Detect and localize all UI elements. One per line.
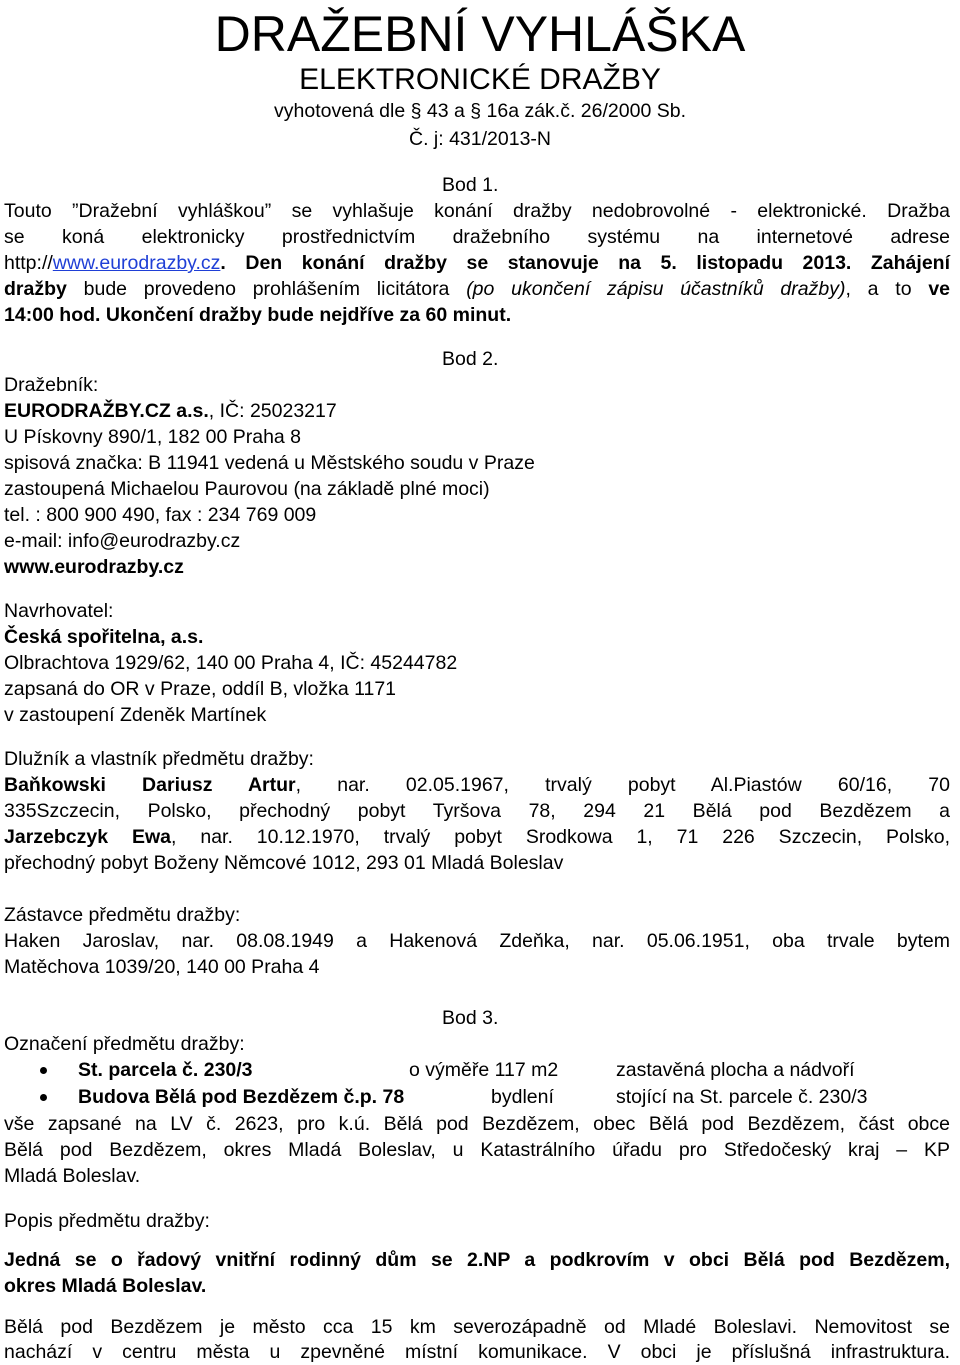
dluznik-line-2: 335Szczecin, Polsko, přechodný pobyt Tyršova 78, 294 21 Bělá pod Bezdězem a	[4, 800, 950, 822]
item-name: Budova Bělá pod Bezdězem č.p. 78	[78, 1086, 405, 1108]
list-item	[4, 1084, 950, 1110]
navrhovatel-name: Česká spořitelna, a.s.	[4, 626, 204, 648]
navrhovatel-label: Navrhovatel:	[4, 600, 114, 622]
bullet-icon	[40, 1094, 47, 1101]
drazebnik-represented: zastoupená Michaelou Paurovou (na základě plné moci)	[4, 478, 490, 500]
item-area: o výměře 117 m2	[409, 1059, 559, 1081]
popis-text-line-2: nachází v centru města u zpevněné místní komunikace. V obci je příslušná infrastruktura.	[4, 1341, 950, 1363]
drazebnik-label: Dražebník:	[4, 374, 99, 396]
bod1-line-3	[4, 250, 950, 276]
bod1-line-5: 14:00 hod. Ukončení dražby bude nejdříve za 60 minut.	[4, 304, 512, 326]
dluznik2-name: Jarzebczyk Ewa	[4, 826, 172, 848]
item-location: stojící na St. parcele č. 230/3	[616, 1086, 868, 1108]
navrhovatel-register: zapsaná do OR v Praze, oddíl B, vložka 1171	[4, 678, 397, 700]
dluznik1-details: , nar. 02.05.1967, trvalý pobyt Al.Piastów 60/16, 70	[295, 774, 950, 796]
drazebnik-web: www.eurodrazby.cz	[4, 556, 184, 578]
italic-note: (po ukončení zápisu účastníků dražby)	[466, 278, 846, 300]
list-item	[4, 1057, 950, 1083]
lv-line-3: Mladá Boleslav.	[4, 1165, 141, 1187]
dluznik2-details: , nar. 10.12.1970, trvalý pobyt Srodkowa 1, 71 226 Szczecin, Polsko,	[171, 826, 950, 848]
drazebnik-phone: tel. : 800 900 490, fax : 234 769 009	[4, 504, 317, 526]
drazebnik-company-line	[4, 398, 950, 424]
drazebnik-address: U Pískovny 890/1, 182 00 Praha 8	[4, 426, 302, 448]
dluznik-line-3	[4, 824, 950, 850]
website-link[interactable]: www.eurodrazby.cz	[52, 252, 221, 274]
drazebnik-ic: , IČ: 25023217	[208, 400, 337, 422]
navrhovatel-address: Olbrachtova 1929/62, 140 00 Praha 4, IČ: 45244782	[4, 652, 458, 674]
popis-bold-line-1: Jedná se o řadový vnitřní rodinný dům se 2.NP a podkrovím v obci Bělá pod Bezdězem,	[4, 1249, 950, 1271]
document-subtitle: ELEKTRONICKÉ DRAŽBY	[299, 63, 661, 96]
navrhovatel-representative: v zastoupení Zdeněk Martínek	[4, 704, 267, 726]
section-heading-bod2: Bod 2.	[442, 348, 499, 370]
item-name: St. parcela č. 230/3	[78, 1059, 253, 1081]
bod1-line-2: se koná elektronicky prostřednictvím dražebního systému na internetové adrese	[4, 226, 950, 248]
bold-word-ve: ve	[928, 278, 951, 300]
zastavce-label: Zástavce předmětu dražby:	[4, 904, 241, 926]
popis-bold-line-2: okres Mladá Boleslav.	[4, 1275, 207, 1297]
text-a-to: , a to	[845, 278, 929, 300]
dluznik1-name: Baňkowski Dariusz Artur	[4, 774, 296, 796]
lv-line-1: vše zapsané na LV č. 2623, pro k.ú. Bělá pod Bezdězem, obec Bělá pod Bezdězem, část obce	[4, 1113, 950, 1135]
bod1-line-4	[4, 276, 950, 302]
zastavce-line-1: Haken Jaroslav, nar. 08.08.1949 a Hakenová Zdeňka, nar. 05.06.1951, oba trvale bytem	[4, 930, 950, 952]
popis-text-line-1: Bělá pod Bezdězem je město cca 15 km severozápadně od Mladé Boleslavi. Nemovitost se	[4, 1316, 950, 1338]
lv-line-2: Bělá pod Bezdězem, okres Mladá Boleslav, u Katastrálního úřadu pro Středočeský kraj – KP	[4, 1139, 950, 1161]
bullet-icon	[40, 1067, 47, 1074]
popis-label: Popis předmětu dražby:	[4, 1210, 210, 1232]
dluznik-line-4: přechodný pobyt Boženy Němcové 1012, 293 01 Mladá Boleslav	[4, 852, 564, 874]
dluznik-line-1	[4, 772, 950, 798]
dluznik-label: Dlužník a vlastník předmětu dražby:	[4, 748, 314, 770]
law-reference: vyhotovená dle § 43 a § 16a zák.č. 26/2000 Sb.	[274, 100, 686, 122]
drazebnik-company: EURODRAŽBY.CZ a.s.	[4, 400, 209, 422]
bod1-line-1: Touto ”Dražební vyhláškou” se vyhlašuje konání dražby nedobrovolné - elektronické. Dražba	[4, 200, 950, 222]
item-use: bydlení	[491, 1086, 554, 1108]
url-prefix: http://	[4, 252, 53, 274]
bold-word-drazby: dražby	[4, 278, 67, 300]
licitator-text: bude provedeno prohlášením licitátora	[66, 278, 467, 300]
auction-date-text: . Den konání dražby se stanovuje na 5. listopadu 2013. Zahájení	[220, 252, 950, 274]
section-heading-bod3: Bod 3.	[442, 1007, 499, 1029]
case-number: Č. j: 431/2013-N	[409, 128, 551, 150]
drazebnik-email: e-mail: info@eurodrazby.cz	[4, 530, 241, 552]
oznaceni-label: Označení předmětu dražby:	[4, 1033, 245, 1055]
item-type: zastavěná plocha a nádvoří	[616, 1059, 855, 1081]
section-heading-bod1: Bod 1.	[442, 174, 499, 196]
document-title: DRAŽEBNÍ VYHLÁŠKA	[214, 6, 746, 62]
zastavce-line-2: Matěchova 1039/20, 140 00 Praha 4	[4, 956, 320, 978]
drazebnik-register: spisová značka: B 11941 vedená u Městského soudu v Praze	[4, 452, 535, 474]
